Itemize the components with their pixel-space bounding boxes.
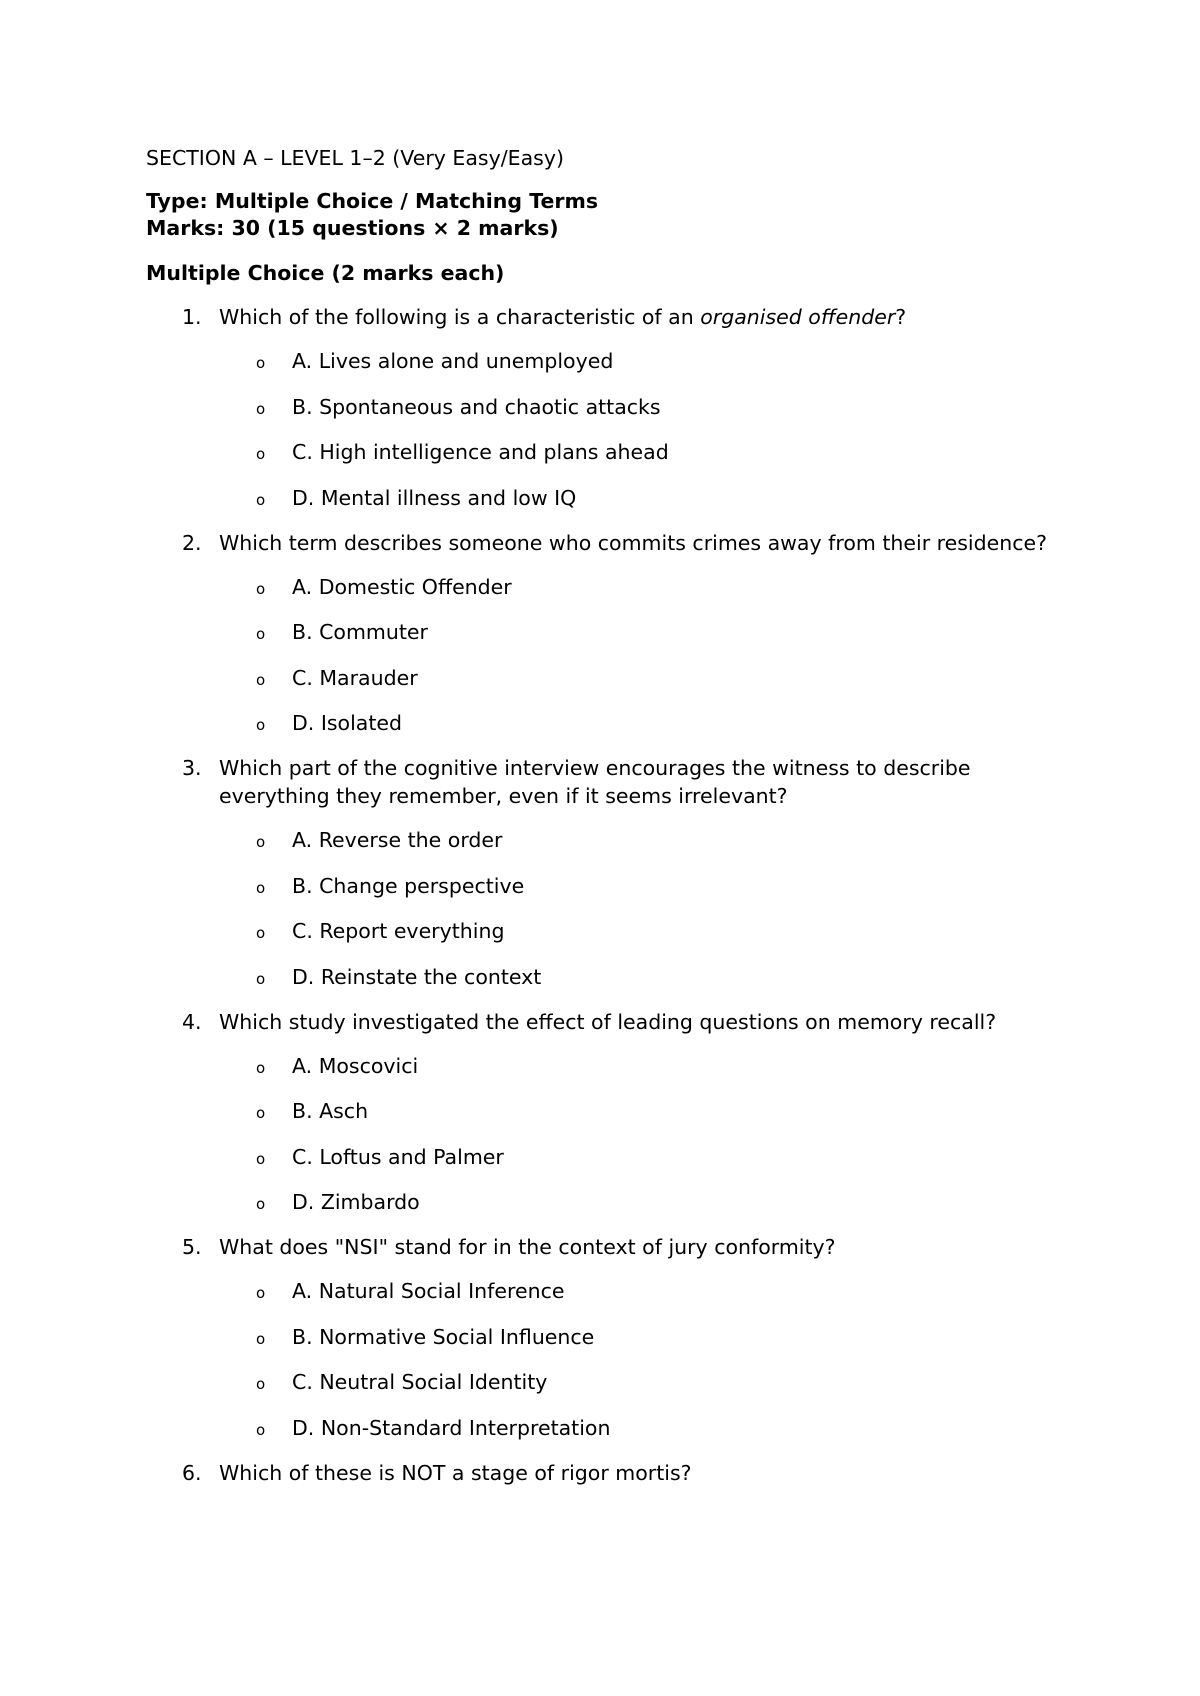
circle-bullet-icon: o	[256, 1104, 266, 1122]
circle-bullet-icon: o	[256, 833, 266, 851]
option-b: o B. Change perspective	[219, 872, 1066, 900]
option-list	[219, 1277, 1066, 1442]
option-a: o A. Natural Social Inference	[219, 1277, 1066, 1305]
question-type-line: Type: Multiple Choice / Matching Terms	[146, 189, 599, 213]
circle-bullet-icon: o	[256, 579, 266, 598]
option-b: o B. Spontaneous and chaotic attacks	[219, 393, 1066, 421]
question-text: What does "NSI" stand for in the context of jury conformity?	[219, 1235, 836, 1259]
option-c: o C. High intelligence and plans ahead	[219, 438, 1066, 466]
circle-bullet-icon: o	[256, 716, 266, 734]
circle-bullet-icon: o	[256, 670, 266, 689]
option-c: o C. Neutral Social Identity	[219, 1368, 1066, 1396]
circle-bullet-icon: o	[256, 1195, 266, 1213]
circle-bullet-icon: o	[256, 969, 266, 988]
circle-bullet-icon: o	[256, 1058, 266, 1077]
question-6	[146, 1459, 1066, 1487]
circle-bullet-icon: o	[256, 1329, 266, 1348]
emphasized-term: organised offender	[700, 305, 896, 329]
option-list	[219, 573, 1066, 738]
circle-bullet-icon: o	[256, 878, 266, 897]
option-d: o D. Reinstate the context	[219, 963, 1066, 991]
circle-bullet-icon: o	[256, 1149, 266, 1168]
option-a: o A. Lives alone and unemployed	[219, 347, 1066, 375]
circle-bullet-icon: o	[256, 354, 266, 372]
option-a: o A. Moscovici	[219, 1052, 1066, 1080]
question-text: Which part of the cognitive interview encourages the witness to describe everything they remember, even if it seems irrelevant?	[219, 756, 971, 808]
section-meta	[146, 188, 1066, 242]
circle-bullet-icon: o	[256, 490, 266, 509]
question-text: Which of these is NOT a stage of rigor mortis?	[219, 1460, 692, 1485]
question-5	[146, 1233, 1066, 1442]
question-number: 2.	[182, 530, 202, 555]
question-2	[146, 529, 1066, 738]
section-title: SECTION A – LEVEL 1–2 (Very Easy/Easy)	[146, 146, 564, 170]
question-number: 4.	[182, 1009, 202, 1034]
marks-line: Marks: 30 (15 questions × 2 marks)	[146, 216, 559, 240]
question-text: Which study investigated the effect of leading questions on memory recall?	[219, 1009, 997, 1034]
option-list	[219, 826, 1066, 991]
question-text: Which term describes someone who commits crimes away from their residence?	[219, 530, 1047, 555]
question-number: 1.	[182, 305, 202, 329]
option-d: o D. Non-Standard Interpretation	[219, 1414, 1066, 1442]
circle-bullet-icon: o	[256, 1375, 266, 1393]
option-d: o D. Isolated	[219, 709, 1066, 737]
option-b: o B. Commuter	[219, 618, 1066, 646]
option-c: o C. Marauder	[219, 664, 1066, 692]
question-number: 6.	[182, 1460, 202, 1485]
circle-bullet-icon: o	[256, 625, 266, 643]
question-1	[146, 303, 1066, 512]
question-number: 5.	[182, 1235, 202, 1259]
option-a: o A. Domestic Offender	[219, 573, 1066, 601]
question-4	[146, 1008, 1066, 1217]
circle-bullet-icon: o	[256, 924, 266, 942]
option-d: o D. Zimbardo	[219, 1188, 1066, 1216]
option-d: o D. Mental illness and low IQ	[219, 484, 1066, 512]
option-list	[219, 347, 1066, 512]
option-b: o B. Asch	[219, 1097, 1066, 1125]
question-text: Which of the following is a characteristic of an organised offender?	[219, 305, 907, 329]
question-number: 3.	[182, 756, 202, 780]
circle-bullet-icon: o	[256, 445, 266, 463]
question-list	[146, 303, 1066, 1487]
option-list	[219, 1052, 1066, 1217]
multiple-choice-heading: Multiple Choice (2 marks each)	[146, 261, 505, 285]
option-c: o C. Report everything	[219, 917, 1066, 945]
circle-bullet-icon: o	[256, 399, 266, 418]
document-page	[146, 144, 1066, 1504]
option-b: o B. Normative Social Influence	[219, 1323, 1066, 1351]
circle-bullet-icon: o	[256, 1284, 266, 1302]
question-3	[146, 754, 1066, 991]
option-c: o C. Loftus and Palmer	[219, 1143, 1066, 1171]
circle-bullet-icon: o	[256, 1420, 266, 1439]
option-a: o A. Reverse the order	[219, 826, 1066, 854]
